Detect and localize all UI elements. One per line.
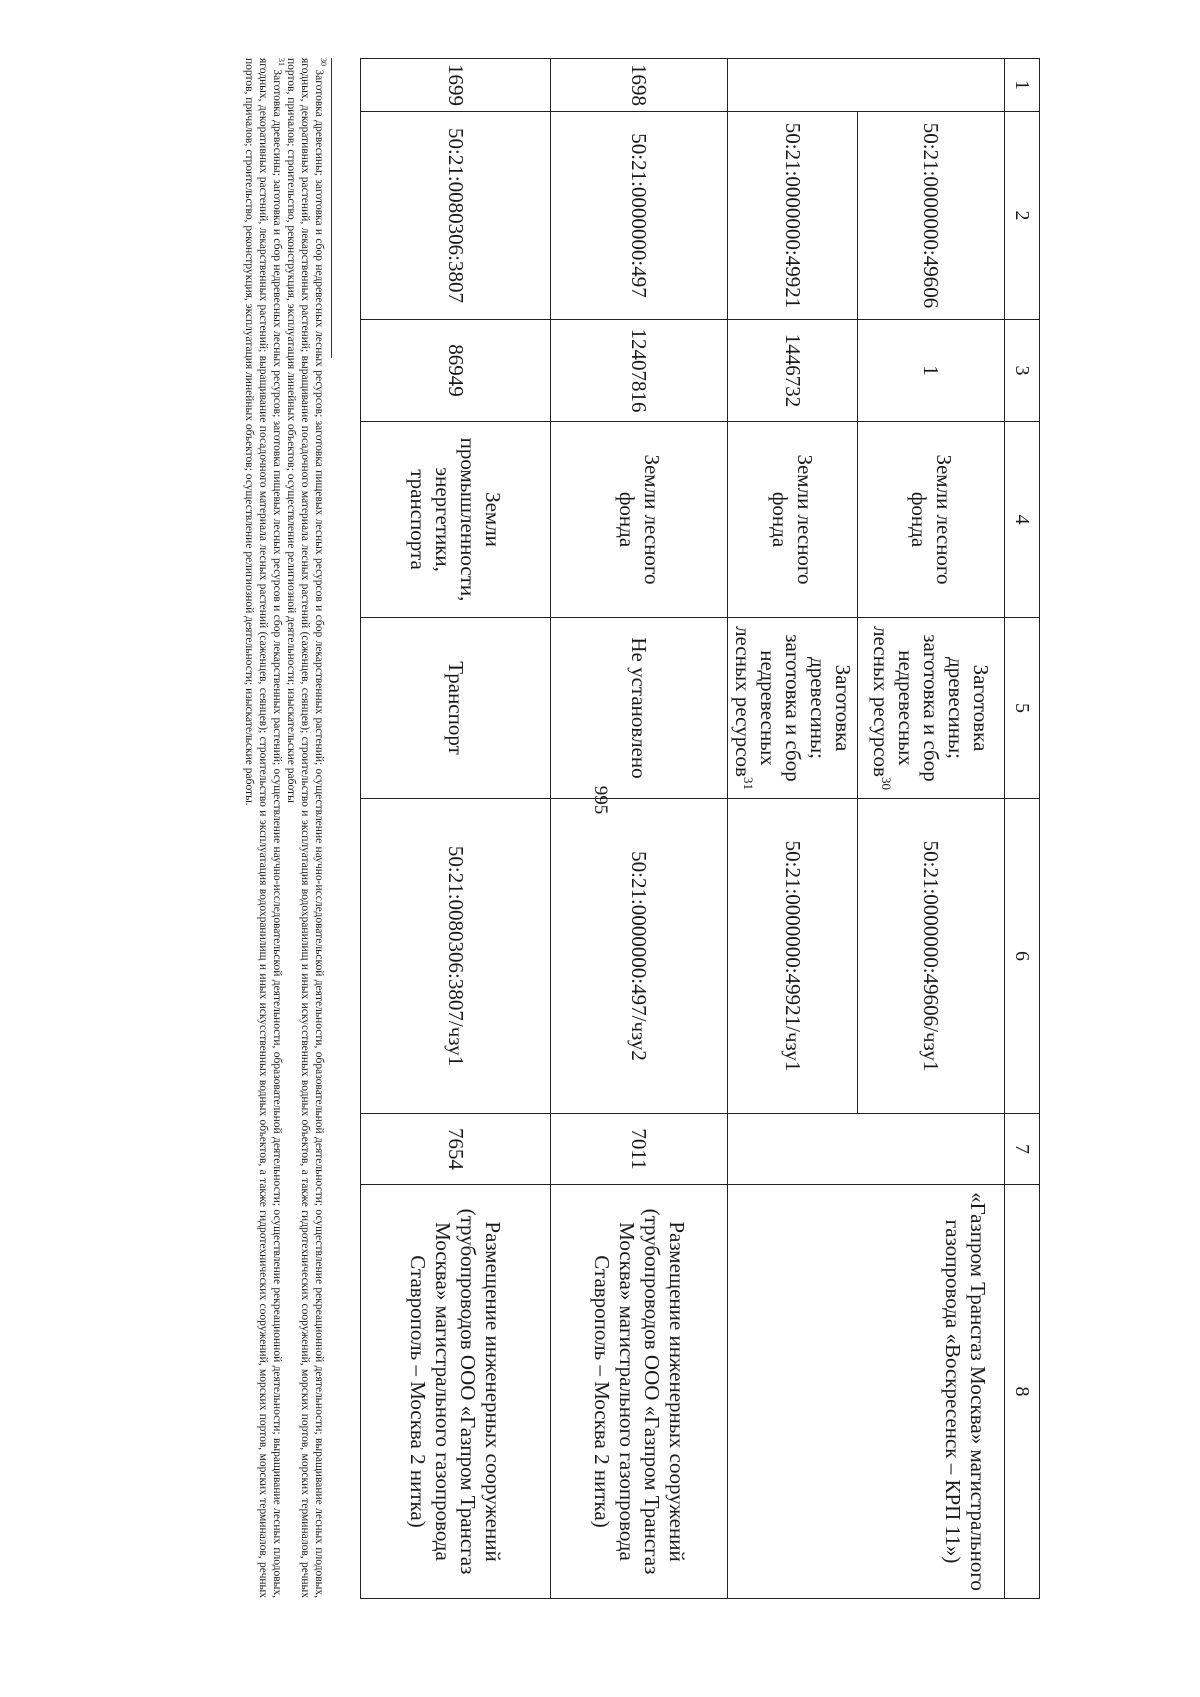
footnote-mark: 31 [276, 58, 286, 66]
part-area: 7011 [551, 1114, 728, 1185]
land-category: Земли лесного фонда [551, 422, 728, 618]
part-number: 50:21:0080306:3807/чзу1 [361, 799, 551, 1114]
permitted-use: Заготовка древесины; заготовка и сбор недревесных лесных ресурсов$^{31}$ [728, 618, 858, 799]
cadastral-number: 50:21:0000000:49921 [728, 112, 858, 320]
header-col-5: 5 [1005, 618, 1040, 799]
plot-area: 86949 [361, 320, 551, 422]
cadastral-number: 50:21:0000000:49606 [858, 112, 1005, 320]
rotated-page-content [160, 58, 1040, 1598]
row-number: 1699 [361, 59, 551, 112]
header-col-1: 1 [1005, 59, 1040, 112]
part-number: 50:21:0000000:49921/чзу1 [728, 799, 858, 1114]
footnote-mark: 30 [318, 58, 328, 66]
header-col-3: 3 [1005, 320, 1040, 422]
row-number [728, 59, 1005, 112]
land-category: Земли промышленности, энергетики, транспорта [361, 422, 551, 618]
encumbrance-purpose: Размещение инженерных сооружений (трубопроводов ООО «Газпром Трансгаз Москва» магистрального газопровода Ставрополь – Москва 2 нитка) [361, 1185, 551, 1599]
footnote-text: Заготовка древесины; заготовка и сбор недревесных лесных ресурсов; заготовка пищевых лесных ресурсов и сбор лекарственных растений; осуществление научно-исследовательской деятельности, образовательной деятельности; осуществление рекреационной деятельности; выращивание лесных плодовых, ягодных, декоративных растений, лекарственных растений; выращивание посадочного материала лесных растений (саженцев, сеянцев); строительство и эксплуатация водохранилищ и иных искусственных водных объектов, а также гидротехнических сооружений, морских портов, морских терминалов, речных портов, причалов; строительство, реконструкция, эксплуатация линейных объектов; осуществление религиозной деятельности; изыскательские работы. [243, 58, 283, 1599]
header-col-8: 8 [1005, 1185, 1040, 1599]
header-row [1005, 59, 1040, 1599]
part-area [728, 1114, 1005, 1185]
page-number: 995 [590, 785, 611, 815]
land-category: Земли лесного фонда [728, 422, 858, 618]
footnote-divider [331, 58, 332, 358]
part-number: 50:21:0000000:49606/чзу1 [858, 799, 1005, 1114]
row-number: 1698 [551, 59, 728, 112]
table-row [361, 59, 551, 1599]
land-plots-table [360, 58, 1040, 1599]
table-row [551, 59, 728, 1599]
footnote-ref: 31 [741, 776, 756, 790]
header-col-2: 2 [1005, 112, 1040, 320]
header-col-4: 4 [1005, 422, 1040, 618]
land-category: Земли лесного фонда [858, 422, 1005, 618]
header-col-6: 6 [1005, 799, 1040, 1114]
permitted-use: Не установлено [551, 618, 728, 799]
footnote-30 [284, 58, 326, 1598]
footnote-ref: 30 [879, 776, 895, 790]
footnote-text: Заготовка древесины; заготовка и сбор недревесных лесных ресурсов; заготовка пищевых лесных ресурсов и сбор лекарственных растений; осуществление научно-исследовательской деятельности, образовательной деятельности; осуществление рекреационной деятельности; выращивание лесных плодовых, ягодных, декоративных растений, лекарственных растений; выращивание посадочного материала лесных растений (саженцев, сеянцев); строительство и эксплуатация водохранилищ и иных искусственных водных объектов, а также гидротехнических сооружений, морских портов, морских терминалов, речных портов, причалов; строительство, реконструкция, эксплуатация линейных объектов; осуществление религиозной деятельности; изыскательские работы [285, 58, 325, 1599]
plot-area: 1446732 [728, 320, 858, 422]
permitted-use: Заготовка древесины; заготовка и сбор недревесных лесных ресурсов$^{30}$ [858, 618, 1005, 799]
permitted-use: Транспорт [361, 618, 551, 799]
footnotes [242, 58, 326, 1598]
encumbrance-purpose: Размещение инженерных сооружений (трубопроводов ООО «Газпром Трансгаз Москва» магистрального газопровода Ставрополь – Москва 2 нитка) [551, 1185, 728, 1599]
cadastral-number: 50:21:0080306:3807 [361, 112, 551, 320]
footnote-31 [242, 58, 284, 1598]
part-area: 7654 [361, 1114, 551, 1185]
header-col-7: 7 [1005, 1114, 1040, 1185]
plot-area: 1 [858, 320, 1005, 422]
table-row [858, 59, 1005, 1599]
encumbrance-purpose: «Газпром Трансгаз Москва» магистрального газопровода «Воскресенск – КРП 11») [728, 1185, 1005, 1599]
cadastral-number: 50:21:0000000:497 [551, 112, 728, 320]
part-number: 50:21:0000000:497/чзу2 [551, 799, 728, 1114]
plot-area: 12407816 [551, 320, 728, 422]
